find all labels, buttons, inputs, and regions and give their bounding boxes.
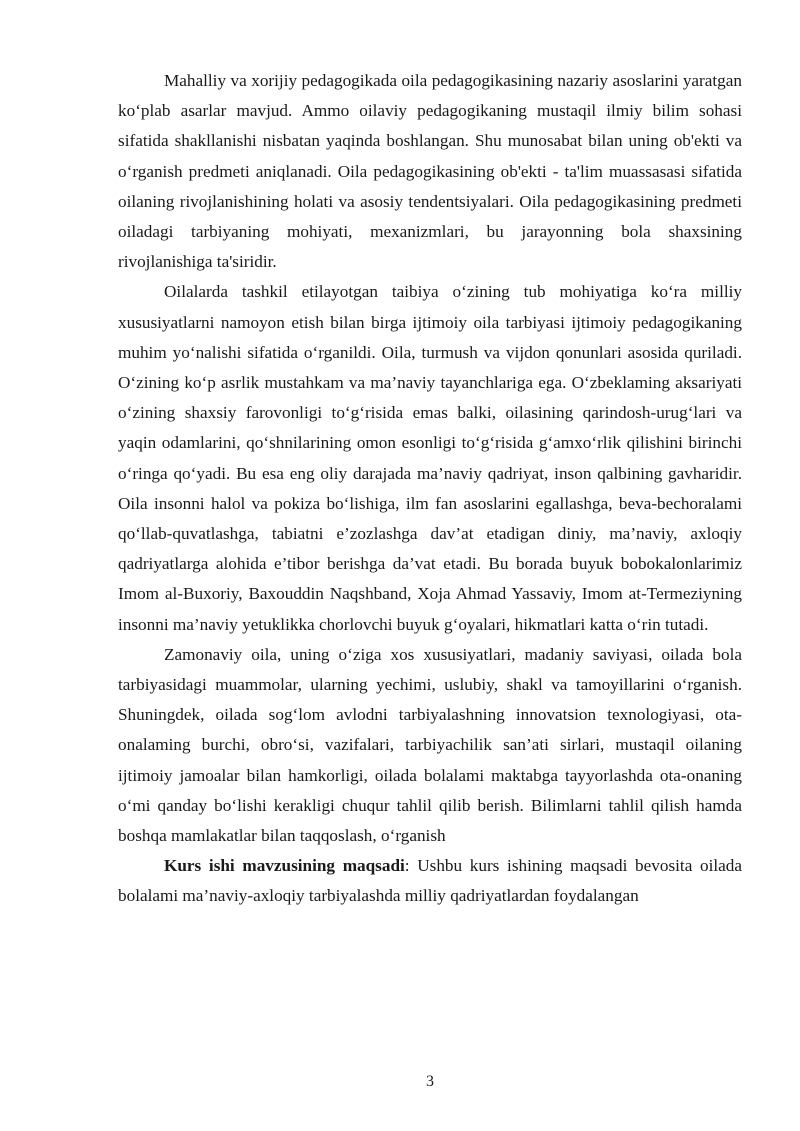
paragraph-4 (118, 851, 742, 911)
paragraph-3: Zamonaviy oila, uning o‘ziga xos xususiyatlari, madaniy saviyasi, oilada bola tarbiyasidagi muammolar, ularning yechimi, uslubiy, shakl va tamoyillarini o‘rganish. Shuningdek, oilada sog‘lom avlodni tarbiyalashning innovatsion texnologiyasi, ota-onalaming burchi, obro‘si, vazifalari, tarbiyachilik san’ati sirlari, mustaqil oilaning ijtimoiy jamoalar bilan hamkorligi, oilada bolalami maktabga tayyorlashda ota-onaning o‘mi qanday bo‘lishi kerakligi chuqur tahlil qilib berish. Bilimlarni tahlil qilish hamda boshqa mamlakatlar bilan taqqoslash, o‘rganish (118, 644, 742, 846)
paragraph-4-bold-lead: Kurs ishi mavzusining maqsadi (164, 856, 405, 876)
page-number: 3 (426, 1073, 434, 1090)
document-body (118, 66, 742, 912)
paragraph-4-text: : Ushbu kurs ishining maqsadi bevosita oilada bolalami ma’naviy-axloqiy tarbiyalashda milliy qadriyatlardan foydalangan (118, 856, 742, 906)
paragraph-2: Oilalarda tashkil etilayotgan taibiya o‘zining tub mohiyatiga ko‘ra milliy xususiyatlarni namoyon etish bilan birga ijtimoiy oila tarbiyasi ijtimoiy pedagogikaning muhim yo‘nalishi sifatida o‘rganildi. Oila, turmush va vijdon qonunlari asosida quriladi. O‘zining ko‘p asrlik mustahkam va ma’naviy tayanchlariga ega. O‘zbeklaming aksariyati o‘zining shaxsiy farovonligi to‘g‘risida emas balki, oilasining qarindosh-urug‘lari va yaqin odamlarini, qo‘shnilarining omon esonligi to‘g‘risida g‘amxo‘rlik qilishini birinchi o‘ringa qo‘yadi. Bu esa eng oliy darajada ma’naviy qadriyat, inson qalbining gavharidir. Oila insonni halol va pokiza bo‘lishiga, ilm fan asoslarini egallashga, beva-bechoralami qo‘llab-quvatlashga, tabiatni e’zozlashga dav’at etadigan diniy, ma’naviy, axloqiy qadriyatlarga alohida e’tibor berishga da’vat etadi. Bu borada buyuk bobokalonlarimiz Imom al-Buxoriy, Baxouddin Naqshband, Xoja Ahmad Yassaviy, Imom at-Termeziyning insonni ma’naviy yetuklikka chorlovchi buyuk g‘oyalari, hikmatlari katta o‘rin tutadi. (118, 282, 742, 634)
paragraph-1: Mahalliy va xorijiy pedagogikada oila pedagogikasining nazariy asoslarini yaratgan ko‘plab asarlar mavjud. Ammo oilaviy pedagogikaning mustaqil ilmiy bilim sohasi sifatida shakllanishi nisbatan yaqinda boshlangan. Shu munosabat bilan uning ob'ekti va o‘rganish predmeti aniqlanadi. Oila pedagogikasining ob'ekti - ta'lim muassasasi sifatida oilaning rivojlanishining holati va asosiy tendentsiyalari. Oila pedagogikasining predmeti oiladagi tarbiyaning mohiyati, mexanizmlari, bu jarayonning bola shaxsining rivojlanishiga ta'siridir. (118, 71, 742, 272)
